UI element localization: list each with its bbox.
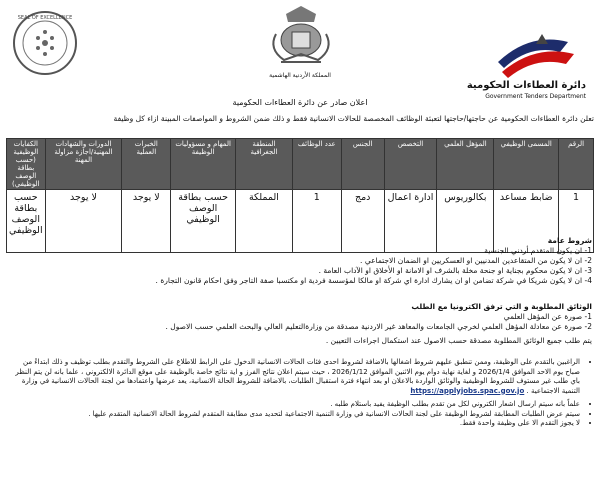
col-certificates: الدورات والشهادات المهنية/اجازة مزاولة المهنة: [45, 139, 122, 190]
document-item: 1- صورة عن المؤهل العلمي: [503, 312, 592, 321]
col-gender: الجنس: [341, 139, 384, 190]
col-job-title: المسمى الوظيفي: [494, 139, 559, 190]
note-apply: [8, 358, 580, 396]
general-conditions-title: شروط عامة: [547, 236, 592, 245]
cell-job-title: ضابط مساعد: [494, 190, 559, 253]
table-header-row: [7, 139, 594, 190]
royal-crest-icon: [266, 4, 336, 70]
cell-count: 1: [292, 190, 341, 253]
cell-number: 1: [559, 190, 594, 253]
documents-note: يتم طلب جميع الوثائق المطلوبة مصدقة حسب الاصول عند استكمال اجراءات التعيين .: [325, 336, 592, 345]
cell-gender: دمج: [341, 190, 384, 253]
general-conditions: [8, 236, 592, 286]
col-region: المنطقة الجغرافية: [236, 139, 293, 190]
note-apply-text: الراغبين بالتقدم على الوظيفة، وممن تنطبق عليهم شروط اشغالها بالاضافة لشروط احدى فئات الحالات الانسانية الدخول على الرابط للاطلاع على الشروط والتقدم بطلب توظيف و ذلك ابتداءً من صباح يوم الاحد الموافق 2026/1/4 و لغاية نهاية دوام يوم الاثنين الموافق 2026/1/12 ، حيث سيتم اعلان نتائج الفرز و اية نتائج خاصة بالوظيفة على موقع الدائرة الالكتروني ، علما بانه لن يتم النظر باي طلب غير مستوف للشروط الوظيفية والوثائق الواردة بالاعلان او بعد انتهاء فترة استقبال الطلبات، بالاضافة للشروط الحالة الانسانية، يعد عرضها واعتمادها من لجنة الحالات الانسانية في وزارة التنمية الاجتماعية .: [15, 358, 580, 395]
apply-link[interactable]: https://applyjobs.spac.gov.jo: [410, 386, 525, 395]
dept-name-english: Government Tenders Department: [485, 93, 586, 100]
cell-competencies: حسب بطاقة الوصف الوظيفي: [7, 190, 46, 253]
intro-text: تعلن دائرة العطاءات الحكومية عن حاجتها/حاجتها لتعبئة الوظائف المخصصة للحالات الانسانية فقط و ذلك ضمن الشروط و المواصفات المبينة ازاء كل وظيفة: [113, 114, 594, 123]
documents-title: الوثائق المطلوبة و التي ترفق الكترونيا مع الطلب: [411, 302, 592, 311]
cell-region: المملكة: [236, 190, 293, 253]
note-item: • علماً بانه سيتم ارسال اشعار الكتروني لكل من تقدم بطلب الوظيفة يفيد باستلام طلبه .: [8, 400, 580, 410]
notes-section: [8, 358, 592, 429]
cell-duties: حسب بطاقة الوصف الوظيفي: [171, 190, 236, 253]
crest-caption: المملكة الأردنية الهاشمية: [269, 72, 331, 79]
note-item: • سيتم عرض الطلبات المطابقة لشروط الوظيفة على لجنة الحالات الانسانية في وزارة التنمية الاجتماعية لتحديد مدى مطابقة المتقدم لشروط الحالة الانسانية المتقدم عليها .: [8, 410, 580, 420]
document-item: 2- صورة عن معادلة المؤهل العلمي لخرجي الجامعات والمعاهد غير الاردنية مصدقة من وزارةالتعليم العالي والبحث العلمي حسب الاصول .: [165, 322, 592, 331]
col-qualification: المؤهل العلمي: [437, 139, 494, 190]
col-competencies: الكفايات الوظيفية (حسب بطاقة الوصف الوظيفي): [7, 139, 46, 190]
cell-certificates: لا يوجد: [45, 190, 122, 253]
cell-qualification: بكالوريوس: [437, 190, 494, 253]
col-experience: الخبرات العملية: [122, 139, 171, 190]
svg-text:SEAL OF EXCELLENCE: SEAL OF EXCELLENCE: [17, 15, 73, 21]
condition-item: 2- ان لا يكون من المتقاعدين المدنيين او العسكريين او الضمان الاجتماعي .: [360, 256, 592, 265]
condition-item: 3- ان لا يكون محكوم بجناية او جنحة مخلة بالشرف او الامانة او الأخلاق او الآداب العامة .: [318, 266, 592, 275]
announcement-title: اعلان صادر عن دائرة العطاءات الحكومية: [232, 98, 368, 107]
col-specialization: التخصص: [384, 139, 437, 190]
seal-of-excellence-logo: [12, 10, 78, 76]
cell-experience: لا يوجد: [122, 190, 171, 253]
col-duties: المهام و مسؤوليات الوظيفة: [171, 139, 236, 190]
dept-name-arabic: دائرة العطاءات الحكومية: [466, 80, 586, 91]
cell-specialization: ادارة اعمال: [384, 190, 437, 253]
note-item: • لا يجوز التقدم الا على وظيفة واحدة فقط.: [8, 419, 580, 429]
condition-item: 1- ان يكون المتقدم أردني الجنسية: [484, 246, 592, 255]
condition-item: 4- ان لا يكون شريكا في شركة تضامن او ان يشارك ادارة اي شركة او مالكا لمؤسسة فردية او مكتسبا صفة التاجر وفق احكام قانون التجارة .: [155, 276, 592, 285]
col-count: عدد الوظائف: [292, 139, 341, 190]
required-documents: [8, 302, 592, 346]
col-number: الرقم: [559, 139, 594, 190]
